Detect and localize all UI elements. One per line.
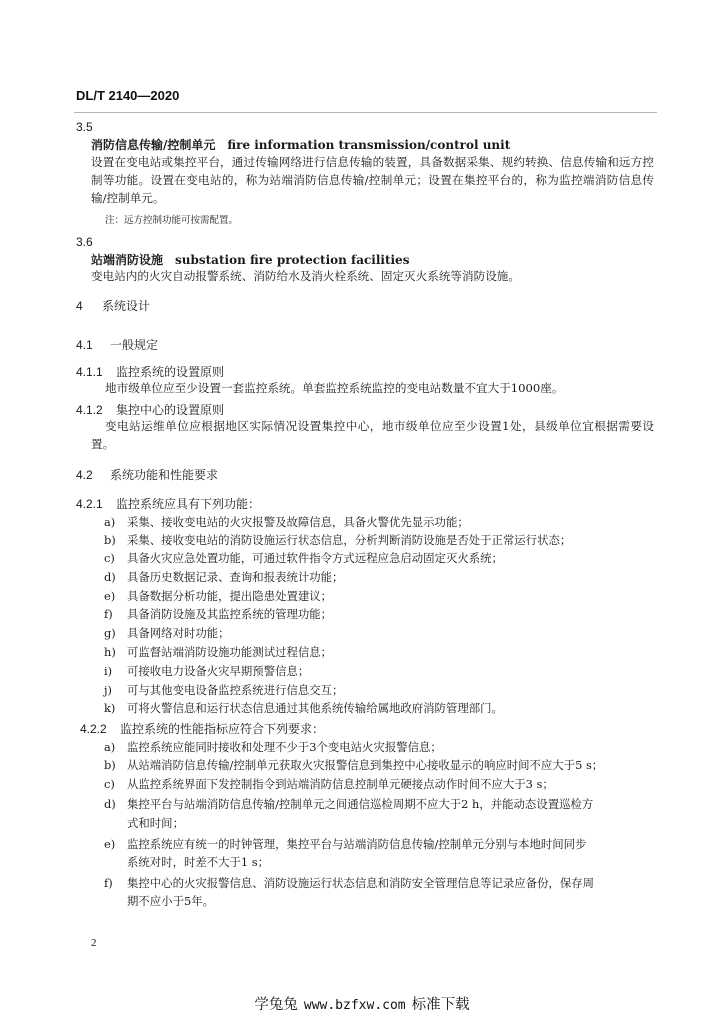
list-marker: c) [104,777,115,791]
list-item-continuation: 式和时间； [127,816,184,830]
list-marker: h) [104,645,116,659]
section-4-1-heading [76,336,158,353]
heading-title: 监控系统的设置原则 [116,365,225,379]
list-marker: f) [104,876,113,890]
heading-number: 4.2 [76,468,93,482]
heading-number: 4 [76,299,83,313]
clause-3-6-term [91,251,409,268]
list-item [104,644,332,660]
heading-number: 4.1.2 [76,403,103,417]
term-en: fire information transmission/control unit [227,138,511,152]
heading-number: 4.1 [76,338,93,352]
list-item-continuation: 系统对时，时差不大于1 s； [127,855,270,869]
list-text: 具备历史数据记录、查询和报表统计功能； [127,570,344,584]
list-item [104,588,332,604]
list-text: 具备火灾应急处置功能，可通过软件指令方式远程应急启动固定灭火系统； [127,551,503,565]
list-item [104,514,469,530]
heading-title: 集控中心的设置原则 [116,403,225,417]
heading-title: 监控系统的性能指标应符合下列要求： [120,722,325,736]
list-item [104,569,343,585]
list-text: 采集、接收变电站的消防设施运行状态信息，分析判断消防设施是否处于正常运行状态； [127,533,572,547]
list-item [104,532,571,548]
list-marker: i) [104,664,113,678]
footer-watermark [0,993,724,1014]
clause-3-5-number: 3.5 [76,120,93,134]
footer-url[interactable]: www.bzfxw.com [303,998,406,1013]
list-marker: b) [104,533,116,547]
clause-3-5-term [91,136,510,153]
heading-title: 系统功能和性能要求 [110,468,219,482]
list-item [104,606,332,622]
list-text: 可接收电力设备火灾早期预警信息； [127,664,310,678]
list-item [104,625,230,641]
page-number: 2 [91,937,97,949]
list-text: 监控系统应能同时接收和处理不少于3个变电站火灾报警信息； [127,740,442,754]
clause-4-2-2-heading [80,720,324,737]
list-text: 可与其他变电设备监控系统进行信息交互； [127,683,344,697]
section-4-2-heading [76,466,218,483]
list-marker: e) [104,589,116,603]
heading-title: 系统设计 [102,299,151,313]
list-item [104,875,594,891]
list-item [104,776,554,792]
clause-3-5-definition [91,153,654,207]
list-marker: e) [104,837,116,851]
list-marker: j) [104,683,112,697]
list-marker: f) [104,607,113,621]
list-item [104,836,586,852]
list-text: 监控系统应有统一的时钟管理，集控平台与站端消防信息传输/控制单元分别与本地时间同步 [127,837,587,851]
heading-number: 4.2.2 [80,722,107,736]
list-marker: a) [104,515,116,529]
list-text: 从监控系统界面下发控制指令到站端消防信息控制单元硬接点动作时间不应大于3 s； [127,777,554,791]
heading-number: 4.2.1 [76,497,103,511]
list-marker: g) [104,626,116,640]
term-zh: 站端消防设施 [91,253,164,267]
clause-4-1-2-body [91,417,654,453]
list-text: 从站端消防信息传输/控制单元获取火灾报警信息到集控中心接收显示的响应时间不应大于5 s； [127,758,604,772]
heading-title: 一般规定 [110,338,159,352]
clause-3-6-definition: 变电站内的火灾自动报警系统、消防给水及消火栓系统、固定灭火系统等消防设施。 [91,269,520,283]
term-en: substation fire protection facilities [175,253,410,267]
list-text: 集控平台与站端消防信息传输/控制单元之间通信巡检周期不应大于2 h，并能动态设置巡检方 [127,797,594,811]
term-zh: 消防信息传输/控制单元 [91,138,216,152]
list-item [104,663,309,679]
list-marker: a) [104,740,116,754]
clause-4-1-1-body: 地市级单位应至少设置一套监控系统。单套监控系统监控的变电站数量不宜大于1000座。 [105,381,564,395]
header-divider [74,112,657,113]
body-text: 变电站运维单位应根据地区实际情况设置集控中心，地市级单位应至少设置1处，县级单位宜根据需要设置。 [91,419,654,451]
list-item [104,796,593,812]
footer-brand: 学兔兔 [254,997,298,1013]
list-item [104,757,603,773]
list-text: 集控中心的火灾报警信息、消防设施运行状态信息和消防安全管理信息等记录应备份，保存周 [127,876,595,890]
list-text: 具备数据分析功能，提出隐患处置建议； [127,589,333,603]
list-text: 可监督站端消防设施功能测试过程信息； [127,645,333,659]
list-marker: k) [104,701,116,715]
standard-code: DL/T 2140—2020 [76,88,180,103]
section-4-heading [76,297,150,314]
list-marker: b) [104,758,116,772]
list-item [104,739,442,755]
list-text: 采集、接收变电站的火灾报警及故障信息，具备火警优先显示功能； [127,515,469,529]
heading-title: 监控系统应具有下列功能： [116,497,261,511]
list-item [104,550,503,566]
clause-3-5-note: 注：远方控制功能可按需配置。 [105,215,239,226]
clause-4-2-1-heading [76,495,260,512]
list-text: 具备消防设施及其监控系统的管理功能； [127,607,333,621]
heading-number: 4.1.1 [76,365,103,379]
list-text: 具备网络对时功能； [127,626,230,640]
list-item [104,700,503,716]
list-marker: d) [104,570,116,584]
clause-4-1-2-heading [76,401,224,418]
list-text: 可将火警信息和运行状态信息通过其他系统传输给属地政府消防管理部门。 [127,701,503,715]
list-marker: c) [104,551,115,565]
footer-tagline: 标准下载 [411,997,470,1013]
clause-4-1-1-heading [76,363,224,380]
definition-text: 设置在变电站或集控平台，通过传输网络进行信息传输的装置，具备数据采集、规约转换、信息传输和远方控制等功能。设置在变电站的，称为站端消防信息传输/控制单元；设置在集控平台的，称为监控端消防信息传输/控制单元。 [91,155,654,205]
list-item [104,682,343,698]
list-marker: d) [104,797,116,811]
clause-3-6-number: 3.6 [76,235,93,249]
list-item-continuation: 期不应小于5年。 [127,894,214,908]
